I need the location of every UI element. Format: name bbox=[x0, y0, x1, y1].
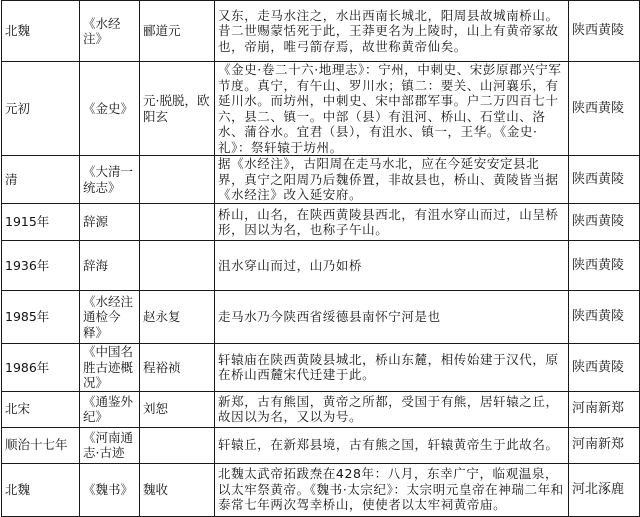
content-cell: 轩辕庙在陕西黄陵县城北，桥山东麓，相传始建于汉代，原在桥山西麓宋代迁建于此。 bbox=[215, 344, 569, 392]
content-cell: 据《水经注》，古阳周在走马水北，应在今延安安定县北界，真宁之阳周乃后魏侨置，非故县也，桥山、黄陵皆当据《水经注》改入延安府。 bbox=[215, 156, 569, 204]
table-row bbox=[2, 291, 640, 344]
source-cell: 《大清一统志》 bbox=[80, 156, 140, 204]
author-cell bbox=[140, 241, 215, 291]
content-cell: 《金史·卷二十六·地理志》：宁州，中刺史、宋彭原郡兴宁军节度。真宁，有午山、罗川水；镇二：要关、山河襄乐，有延川水。而坊州，中刺史、宋中部郡军事。户二万四百七十六，县二、镇一。中部（县）有沮河、桥山、石堂山、洛水、蒲谷水。宜君（县），有沮水、镇一，王华。《金史·礼》：祭轩辕于坊州。 bbox=[215, 62, 569, 156]
author-cell bbox=[140, 204, 215, 241]
source-cell: 《魏书》 bbox=[80, 463, 140, 516]
era-cell: 1915年 bbox=[2, 204, 80, 241]
content-cell: 新郑，古有熊国，黄帝之所都，受国于有熊，居轩辕之丘，故因以为名，又以为号。 bbox=[215, 391, 569, 427]
era-cell: 清 bbox=[2, 156, 80, 204]
source-cell: 辞海 bbox=[80, 241, 140, 291]
place-cell: 陕西黄陵 bbox=[569, 241, 640, 291]
era-cell: 元初 bbox=[2, 62, 80, 156]
history-sources-table bbox=[1, 0, 640, 517]
place-cell: 陕西黄陵 bbox=[569, 204, 640, 241]
content-cell: 又东，走马水注之，水出西南长城北，阳周县故城南桥山。昔二世赐蒙恬死于此，王莽更名为上陵时，山上有黄帝冢故也，帝崩，唯弓箭存焉，故世称黄帝仙矣。 bbox=[215, 1, 569, 62]
place-cell: 陕西黄陵 bbox=[569, 291, 640, 344]
source-cell: 辞源 bbox=[80, 204, 140, 241]
content-cell: 轩辕丘，在新郑县境，古有熊之国，轩辕黄帝生于此故名。 bbox=[215, 427, 569, 463]
era-cell: 北魏 bbox=[2, 463, 80, 516]
table-row bbox=[2, 1, 640, 62]
source-cell: 《河南通志·古迹 bbox=[80, 427, 140, 463]
place-cell: 陕西黄陵 bbox=[569, 344, 640, 392]
table-row bbox=[2, 156, 640, 204]
table-row bbox=[2, 391, 640, 427]
source-cell: 《水经注通检今释》 bbox=[80, 291, 140, 344]
place-cell: 河南新郑 bbox=[569, 427, 640, 463]
place-cell: 河南新郑 bbox=[569, 391, 640, 427]
table-row bbox=[2, 463, 640, 516]
table-row bbox=[2, 427, 640, 463]
author-cell: 程裕祯 bbox=[140, 344, 215, 392]
place-cell: 陕西黄陵 bbox=[569, 62, 640, 156]
source-cell: 《水经注》 bbox=[80, 1, 140, 62]
content-cell: 北魏太武帝拓跋焘在428年：八月，东幸广宁，临观温泉，以太牢祭黄帝。《魏书·太宗纪》：太宗明元皇帝在神瑞二年和泰常七年两次驾幸桥山，使使者以太牢祠黄帝庙。 bbox=[215, 463, 569, 516]
place-cell: 河北涿鹿 bbox=[569, 463, 640, 516]
table-row bbox=[2, 204, 640, 241]
author-cell: 元·脱脱，欧阳玄 bbox=[140, 62, 215, 156]
author-cell: 郦道元 bbox=[140, 1, 215, 62]
era-cell: 1985年 bbox=[2, 291, 80, 344]
author-cell bbox=[140, 156, 215, 204]
source-cell: 《中国名胜古迹概况》 bbox=[80, 344, 140, 392]
era-cell: 北魏 bbox=[2, 1, 80, 62]
content-cell: 走马水乃今陕西省绥德县南怀宁河是也 bbox=[215, 291, 569, 344]
author-cell: 魏收 bbox=[140, 463, 215, 516]
source-cell: 《金史》 bbox=[80, 62, 140, 156]
place-cell: 陕西黄陵 bbox=[569, 156, 640, 204]
table-row bbox=[2, 344, 640, 392]
place-cell: 陕西黄陵 bbox=[569, 1, 640, 62]
source-cell: 《通鉴外纪》 bbox=[80, 391, 140, 427]
author-cell: 刘恕 bbox=[140, 391, 215, 427]
table-row bbox=[2, 62, 640, 156]
content-cell: 沮水穿山而过，山乃如桥 bbox=[215, 241, 569, 291]
content-cell: 桥山，山名，在陕西黄陵县西北，有沮水穿山而过，山呈桥形，因以为名，也称子午山。 bbox=[215, 204, 569, 241]
era-cell: 1936年 bbox=[2, 241, 80, 291]
era-cell: 北宋 bbox=[2, 391, 80, 427]
era-cell: 顺治十七年 bbox=[2, 427, 80, 463]
author-cell bbox=[140, 427, 215, 463]
table-row bbox=[2, 241, 640, 291]
era-cell: 1986年 bbox=[2, 344, 80, 392]
author-cell: 赵永复 bbox=[140, 291, 215, 344]
